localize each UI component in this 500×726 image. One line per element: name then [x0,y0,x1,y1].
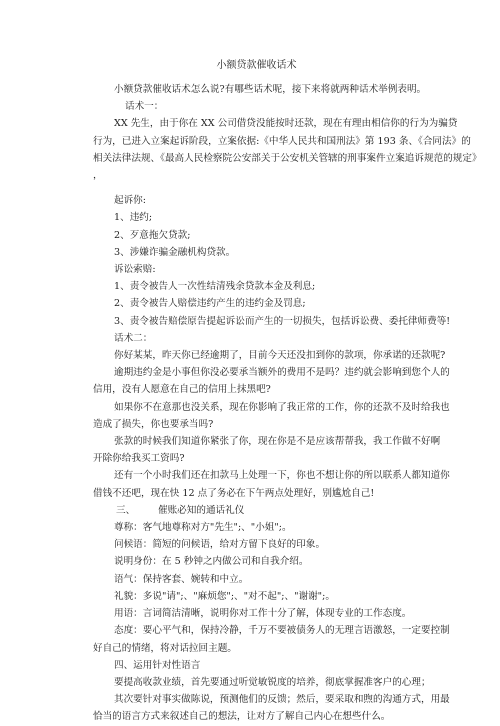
etiquette-item: 态度：要心平气和，保持冷静，千万不要被债务人的无理言语激怒，一定要控制 [114,625,450,637]
requests-heading: 诉讼索赔: [114,264,156,276]
etiquette-item: 用语：言词简洁清晰，说明你对工作十分了解，体现专业的工作态度。 [114,608,412,620]
script1-line: XX 先生，由于你在 XX 公司借贷没能按时还款，现在有理由相信你的行为为骗贷 [114,118,458,130]
section3-title: 催账必知的通话礼仪 [158,504,245,516]
request-item: 1、责令被告人一次性结清残余贷款本金及利息; [114,281,316,293]
script2-line: 逾期违约金是小事但你没必要承当额外的费用不是吗？违约就会影响到您个人的 [114,367,450,379]
etiquette-item: 说明身份：在 5 秒钟之内做公司和自我介绍。 [114,556,309,568]
section4-line: 其次要针对事实做陈说，预测他们的反馈；然后，要采取和煦的沟通方式，用最 [114,694,450,706]
etiquette-item: 好自己的情绪，将对话拉回主题。 [93,642,237,654]
charge-item: 2、歹意拖欠贷款; [114,229,191,241]
etiquette-item: 尊称：客气地尊称对方"先生";、"小姐";。 [114,522,292,534]
document-title: 小额贷款催收话术 [216,60,297,71]
intro-line: 小额贷款催收话术怎么说?有哪些话术呢，接下来将就两种话术举例表明。 [114,84,427,95]
script2-line: 借钱不还吧，现在快 12 点了务必在下午两点处理好，别尴尬自己! [93,487,375,499]
charge-item: 3、涉嫌诈骗金融机构贷款。 [114,246,236,258]
script2-line: 开除你给我买工资吗? [93,453,185,465]
etiquette-item: 问候语：简短的问候语，给对方留下良好的印象。 [114,539,326,551]
etiquette-item: 语气：保持客套、婉转和中立。 [114,573,249,585]
etiquette-item: 礼貌：多说"请";、"麻烦您";、"对不起";、"谢谢";。 [114,590,335,602]
section4-line: 恰当的语言方式来叙述自己的想法，让对方了解自己内心在想些什么。 [93,711,391,723]
section3-number: 三、 [116,504,136,516]
script1-line: ， [93,170,103,182]
charges-heading: 起诉你: [114,195,147,207]
script1-line: 行为，已进入立案起诉阶段，立案依据:《中华人民共和国刑法》第 193 条、《合同法》的 [93,135,471,147]
section4-heading: 四、运用针对性语言 [114,659,201,671]
script2-line: 还有一个小时我们还在扣款马上处理一下，你也不想让你的所以联系人都知道你 [114,470,450,482]
section3-heading [93,502,420,519]
script2-heading: 话术二： [114,332,153,344]
request-item: 2、责令被告人赔偿违约产生的违约金及罚息; [114,298,306,310]
script2-line: 造成了损失，你也要承当吗? [93,418,214,430]
script2-line: 如果你不在意那也没关系，现在你影响了我正常的工作，你的还款不及时给我也 [114,401,450,413]
script2-line: 你好某某，昨天你已经逾期了，目前今天还没扣到你的款项，你承诺的还款呢? [114,350,446,362]
script1-line: 相关法律法规、《最高人民检察院公安部关于公安机关管辖的刑事案件立案追诉规范的规定》 [93,152,482,164]
section4-line: 要提高收款业绩，首先要通过听觉敏锐度的培养，彻底掌握准客户的心理； [114,676,431,688]
script1-heading: 话术一： [125,101,164,113]
script2-line: 信用，没有人愿意在自己的信用上抹黑吧? [93,384,271,396]
script2-line: 张款的时候我们知道你紧张了你，现在你是不是应该帮帮我，我工作做不好啊 [114,436,441,448]
charge-item: 1、违约; [114,212,153,224]
request-item: 3、责令被告赔偿原告提起诉讼而产生的一切损失，包括诉讼费、委托律师费等! [114,315,451,327]
